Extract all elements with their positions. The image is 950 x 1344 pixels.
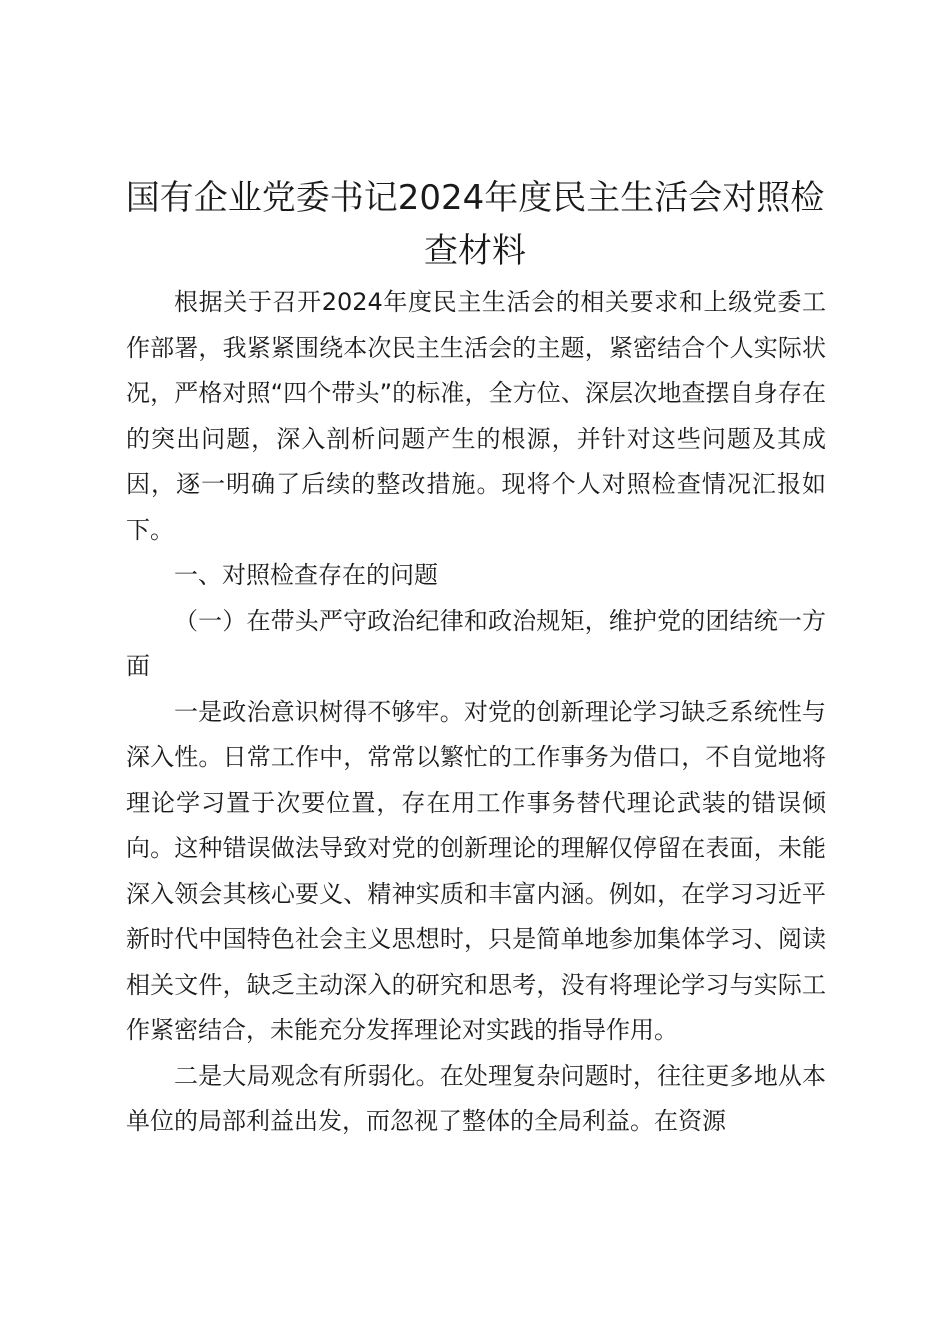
subsection-heading: （一）在带头严守政治纪律和政治规矩，维护党的团结统一方面 bbox=[126, 606, 826, 680]
issue-paragraph-2: 二是大局观念有所弱化。在处理复杂问题时，往往更多地从本单位的局部利益出发，而忽视了整体的全局利益。在资源 bbox=[126, 1061, 826, 1135]
section-heading: 一、对照检查存在的问题 bbox=[174, 561, 438, 589]
document-title: 国有企业党委书记2024年度民主生活会对照检查材料 bbox=[125, 178, 825, 271]
issue-paragraph-1: 一是政治意识树得不够牢。对党的创新理论学习缺乏系统性与深入性。日常工作中，常常以繁忙的工作事务为借口，不自觉地将理论学习置于次要位置，存在用工作事务替代理论武装的错误倾向。这种错误做法导致对党的创新理论的理解仅停留在表面，未能深入领会其核心要义、精神实质和丰富内涵。例如，在学习习近平新时代中国特色社会主义思想时，只是简单地参加集体学习、阅读相关文件，缺乏主动深入的研究和思考，没有将理论学习与实际工作紧密结合，未能充分发挥理论对实践的指导作用。 bbox=[126, 697, 826, 1044]
document-body bbox=[126, 280, 826, 1145]
intro-paragraph: 根据关于召开2024年度民主生活会的相关要求和上级党委工作部署，我紧紧围绕本次民主生活会的主题，紧密结合个人实际状况，严格对照“四个带头”的标准，全方位、深层次地查摆自身存在的突出问题，深入剖析问题产生的根源，并针对这些问题及其成因，逐一明确了后续的整改措施。现将个人对照检查情况汇报如下。 bbox=[126, 288, 826, 544]
